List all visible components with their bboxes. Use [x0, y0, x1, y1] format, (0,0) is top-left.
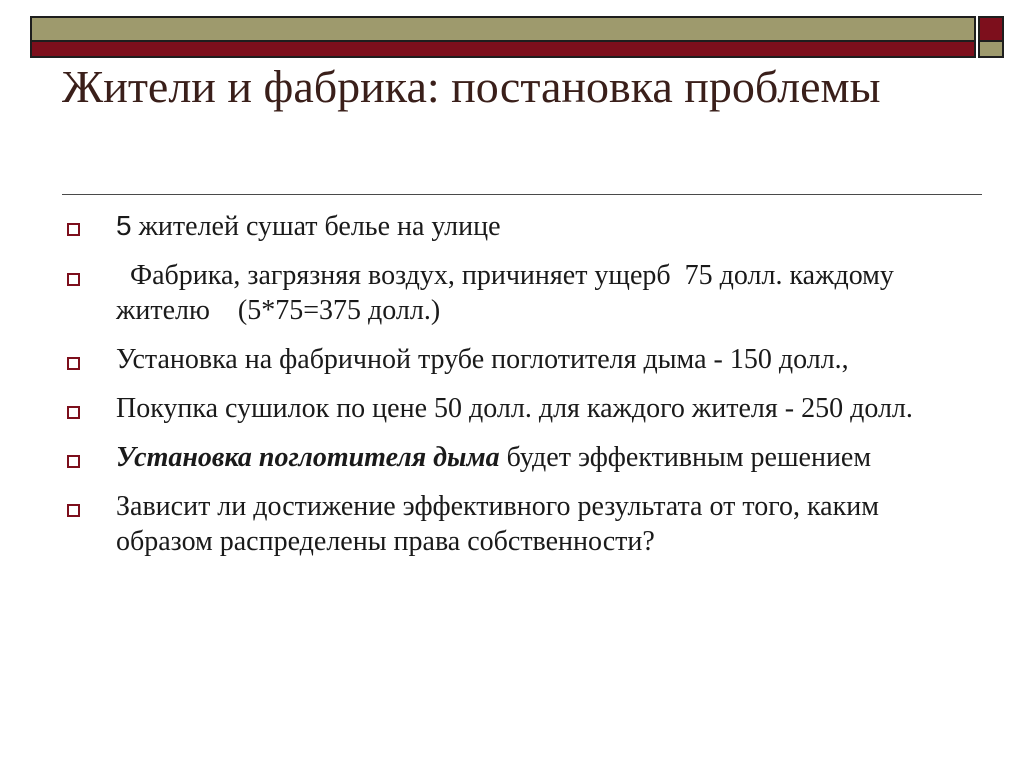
bullet-text: Покупка сушилок по цене 50 долл. для каждого жителя - 250 долл. [116, 393, 913, 424]
square-bullet-icon [67, 406, 80, 419]
slide-title: Жители и фабрика: постановка проблемы [62, 61, 881, 112]
square-bullet-icon [67, 455, 80, 468]
header-square-red [978, 16, 1004, 42]
bullet-item [62, 489, 962, 559]
square-bullet-icon [67, 223, 80, 236]
bullet-emphasis: Установка поглотителя дыма [116, 442, 500, 473]
header-bar-olive [30, 16, 976, 42]
square-bullet-icon [67, 273, 80, 286]
bullet-text: Фабрика, загрязняя воздух, причиняет ущерб 75 долл. каждому жителю (5*75=375 долл.) [116, 260, 901, 326]
title-divider [62, 194, 982, 195]
bullet-text: Установка на фабричной трубе поглотителя дыма - 150 долл., [116, 344, 849, 375]
bullet-item [62, 208, 962, 244]
bullet-text: Зависит ли достижение эффективного результата от того, каким образом распределены права собственности? [116, 491, 879, 557]
bullet-item [62, 342, 962, 377]
header-bar-red [30, 42, 976, 58]
bullet-lead-number: 5 [116, 210, 132, 241]
bullet-item [62, 258, 962, 328]
square-bullet-icon [67, 504, 80, 517]
bullet-list [62, 208, 962, 573]
bullet-item [62, 440, 962, 475]
bullet-item [62, 391, 962, 426]
bullet-text: будет эффективным решением [499, 442, 872, 473]
header-square-olive [978, 42, 1004, 58]
square-bullet-icon [67, 357, 80, 370]
bullet-text: жителей сушат белье на улице [131, 211, 501, 242]
